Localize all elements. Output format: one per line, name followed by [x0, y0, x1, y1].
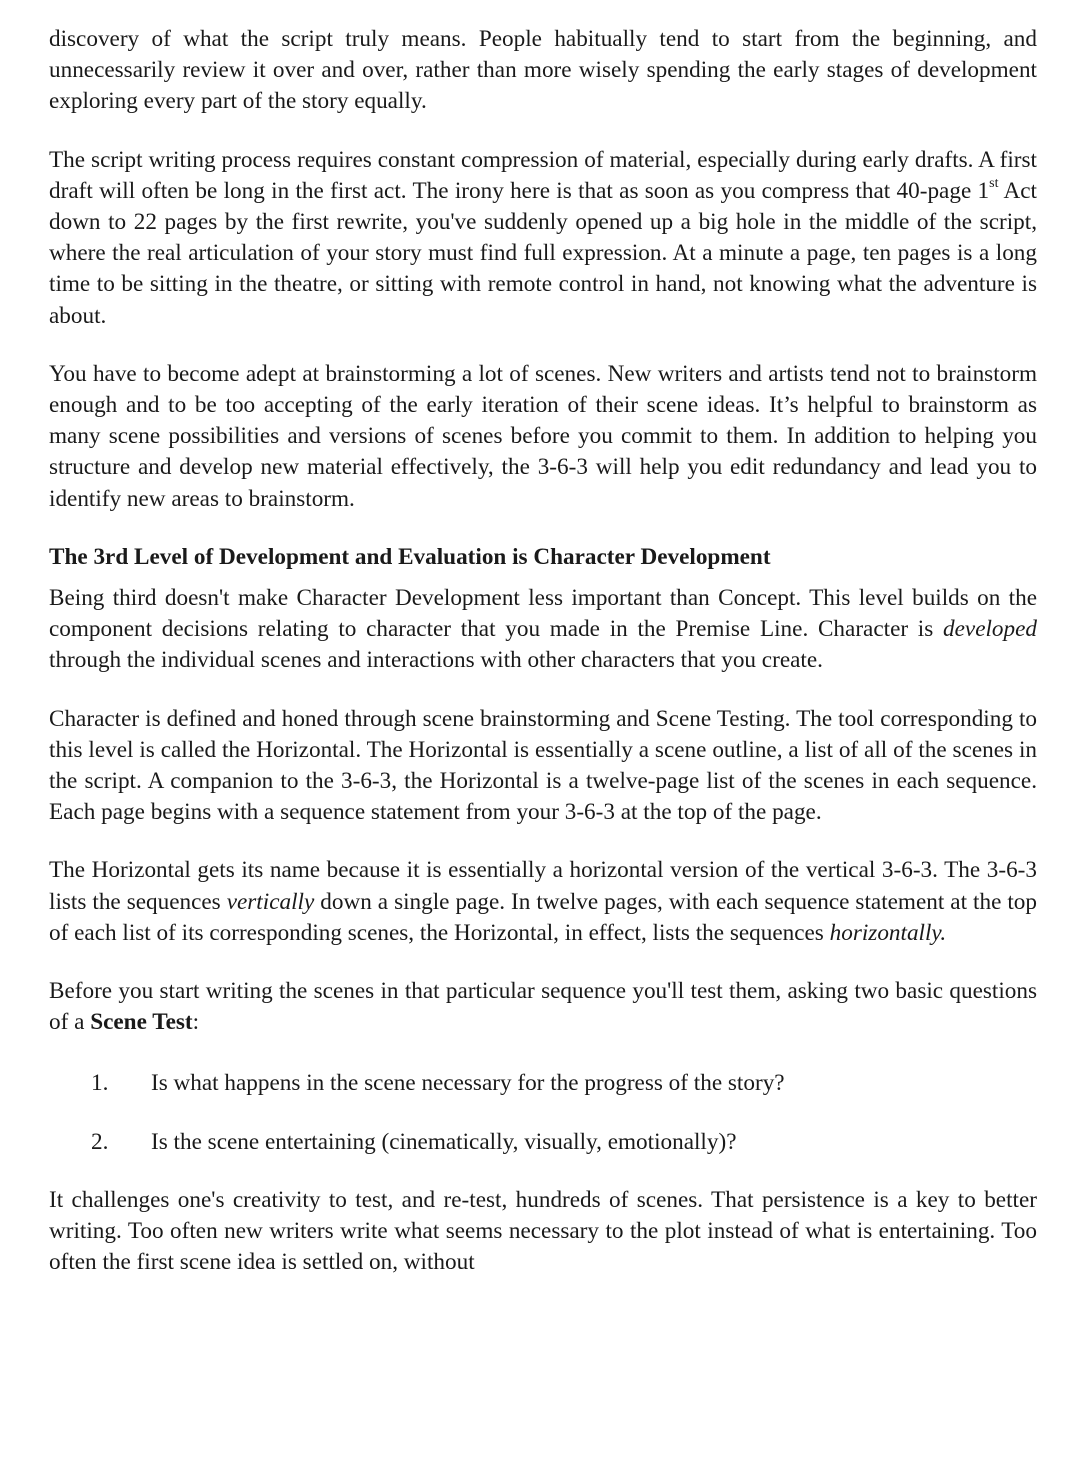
paragraph-horizontal-name-part-a: The Horizontal gets its name because it is essentially a horizontal version of the vertical 3-6-3. The 3-6-3 lists the sequences: [49, 857, 1037, 915]
list-item: [49, 1068, 1037, 1099]
scene-test-list: [49, 1068, 1037, 1157]
paragraph-compression-part-b: Act down to 22 pages by the first rewrite, you've suddenly opened up a big hole in the middle of the script, where the real articulation of your story must find full expression. At a minute a page, ten pages is a long time to be sitting in the theatre, or sitting with remote control in hand, not knowing what the adventure is about.: [49, 177, 1037, 329]
document-page: [49, 24, 1037, 1306]
paragraph-being-third-part-a: Being third doesn't make Character Development less important than Concept. This level builds on the component decisions relating to character that you made in the Premise Line. Character is: [49, 585, 1037, 643]
paragraph-brainstorming: You have to become adept at brainstorming a lot of scenes. New writers and artists tend not to brainstorm enough and to be too accepting of the early iteration of their scene ideas. It’s helpful to brainstorm as many scene possibilities and versions of scenes before you commit to them. In addition to helping you structure and develop new material effectively, the 3-6-3 will help you edit redundancy and lead you to identify new areas to brainstorm.: [49, 360, 1037, 512]
paragraph-horizontal-name: [49, 855, 1037, 949]
italic-developed: developed: [943, 616, 1037, 643]
list-item: [49, 1127, 1037, 1158]
list-item-text: Is what happens in the scene necessary for the progress of the story?: [151, 1070, 785, 1097]
italic-vertically: vertically: [226, 888, 315, 915]
paragraph-persistence: It challenges one's creativity to test, and re-test, hundreds of scenes. That persistence is a key to better writing. Too often new writers write what seems necessary to the plot instead of what is entertaining. Too often the first scene idea is settled on, without: [49, 1186, 1037, 1276]
ordinal-superscript: st: [989, 176, 999, 192]
bold-scene-test: Scene Test: [90, 1009, 193, 1036]
paragraph-being-third: [49, 583, 1037, 677]
list-item-text: Is the scene entertaining (cinematically, visually, emotionally)?: [151, 1128, 737, 1155]
paragraph-horizontal-name-part-b: down a single page. In twelve pages, with each sequence statement at the top of each list of its corresponding scenes, the Horizontal, in effect, lists the sequences: [49, 888, 1037, 946]
paragraph-scene-test-intro-part-a: Before you start writing the scenes in that particular sequence you'll test them, asking two basic questions of a: [49, 978, 1037, 1036]
section-heading-character-development: The 3rd Level of Development and Evaluation is Character Development: [49, 543, 771, 570]
paragraph-being-third-part-b: through the individual scenes and interactions with other characters that you create.: [49, 647, 823, 674]
italic-horizontally: horizontally.: [829, 919, 947, 946]
paragraph-script-discovery: discovery of what the script truly means. People habitually tend to start from the beginning, and unnecessarily review it over and over, rather than more wisely spending the early stages of development exploring every part of the story equally.: [49, 26, 1037, 115]
paragraph-horizontal-tool: Character is defined and honed through scene brainstorming and Scene Testing. The tool corresponding to this level is called the Horizontal. The Horizontal is essentially a scene outline, a list of all of the scenes in the script. A companion to the 3-6-3, the Horizontal is a twelve-page list of the scenes in each sequence. Each page begins with a sequence statement from your 3-6-3 at the top of the page.: [49, 705, 1037, 826]
paragraph-scene-test-intro: [49, 976, 1037, 1038]
list-item-number: 1.: [91, 1070, 109, 1097]
paragraph-compression: [49, 145, 1037, 332]
list-item-number: 2.: [91, 1128, 109, 1155]
paragraph-compression-part-a: The script writing process requires constant compression of material, especially during early drafts. A first draft will often be long in the first act. The irony here is that as soon as you compress that 40-page 1: [49, 146, 1037, 204]
paragraph-scene-test-intro-part-b: :: [192, 1009, 200, 1036]
